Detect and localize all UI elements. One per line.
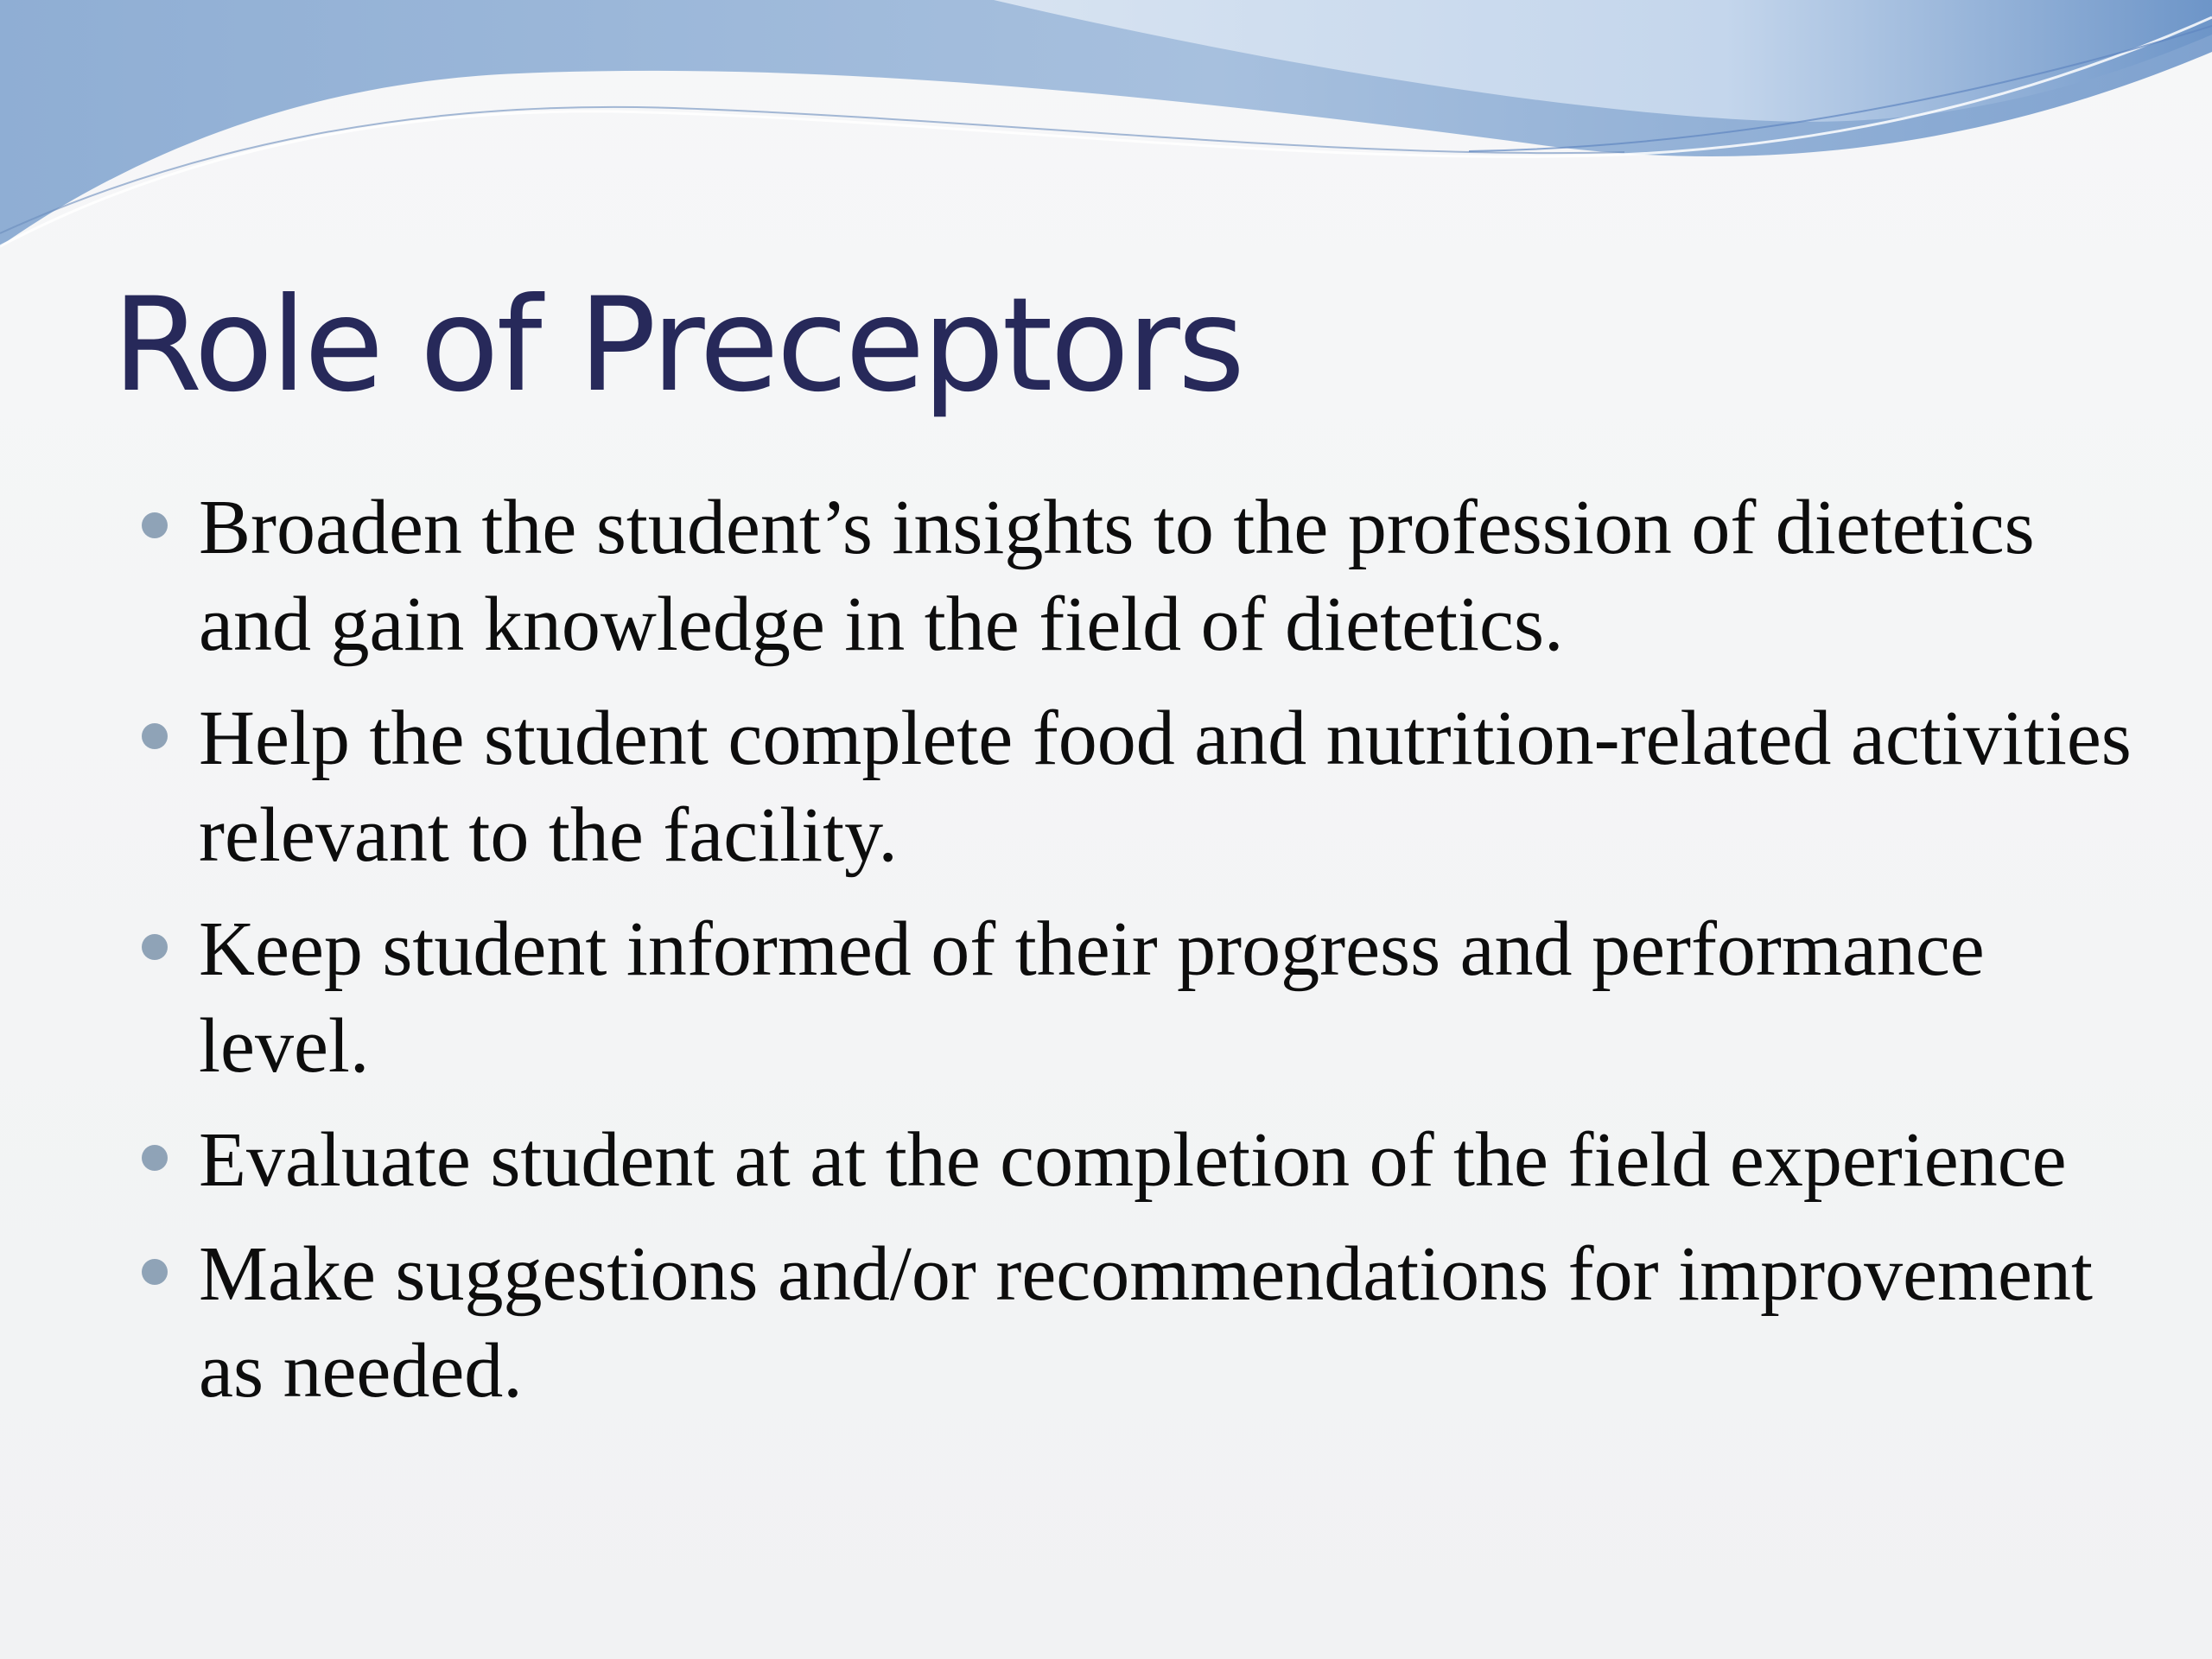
bullet-item xyxy=(137,1112,2150,1209)
header-wave-decoration xyxy=(0,0,2212,259)
bullet-list xyxy=(137,480,2150,1437)
bullet-dot-icon xyxy=(142,512,168,538)
bullet-text: Keep student informed of their progress and performance level. xyxy=(199,906,1985,1089)
bullet-dot-icon xyxy=(142,934,168,960)
bullet-text: Broaden the student’s insights to the profession of dietetics and gain knowledge in the field of dietetics. xyxy=(199,485,2035,667)
bullet-dot-icon xyxy=(142,723,168,749)
bullet-item xyxy=(137,690,2150,884)
bullet-dot-icon xyxy=(142,1259,168,1285)
bullet-item xyxy=(137,1226,2150,1420)
bullet-item xyxy=(137,480,2150,673)
bullet-text: Evaluate student at at the completion of the field experience xyxy=(199,1117,2067,1203)
bullet-text: Help the student complete food and nutrition-related activities relevant to the facility. xyxy=(199,696,2132,878)
slide-title: Role of Preceptors xyxy=(112,270,1243,421)
bullet-item xyxy=(137,901,2150,1095)
bullet-dot-icon xyxy=(142,1145,168,1171)
bullet-text: Make suggestions and/or recommendations for improvement as needed. xyxy=(199,1231,2093,1414)
